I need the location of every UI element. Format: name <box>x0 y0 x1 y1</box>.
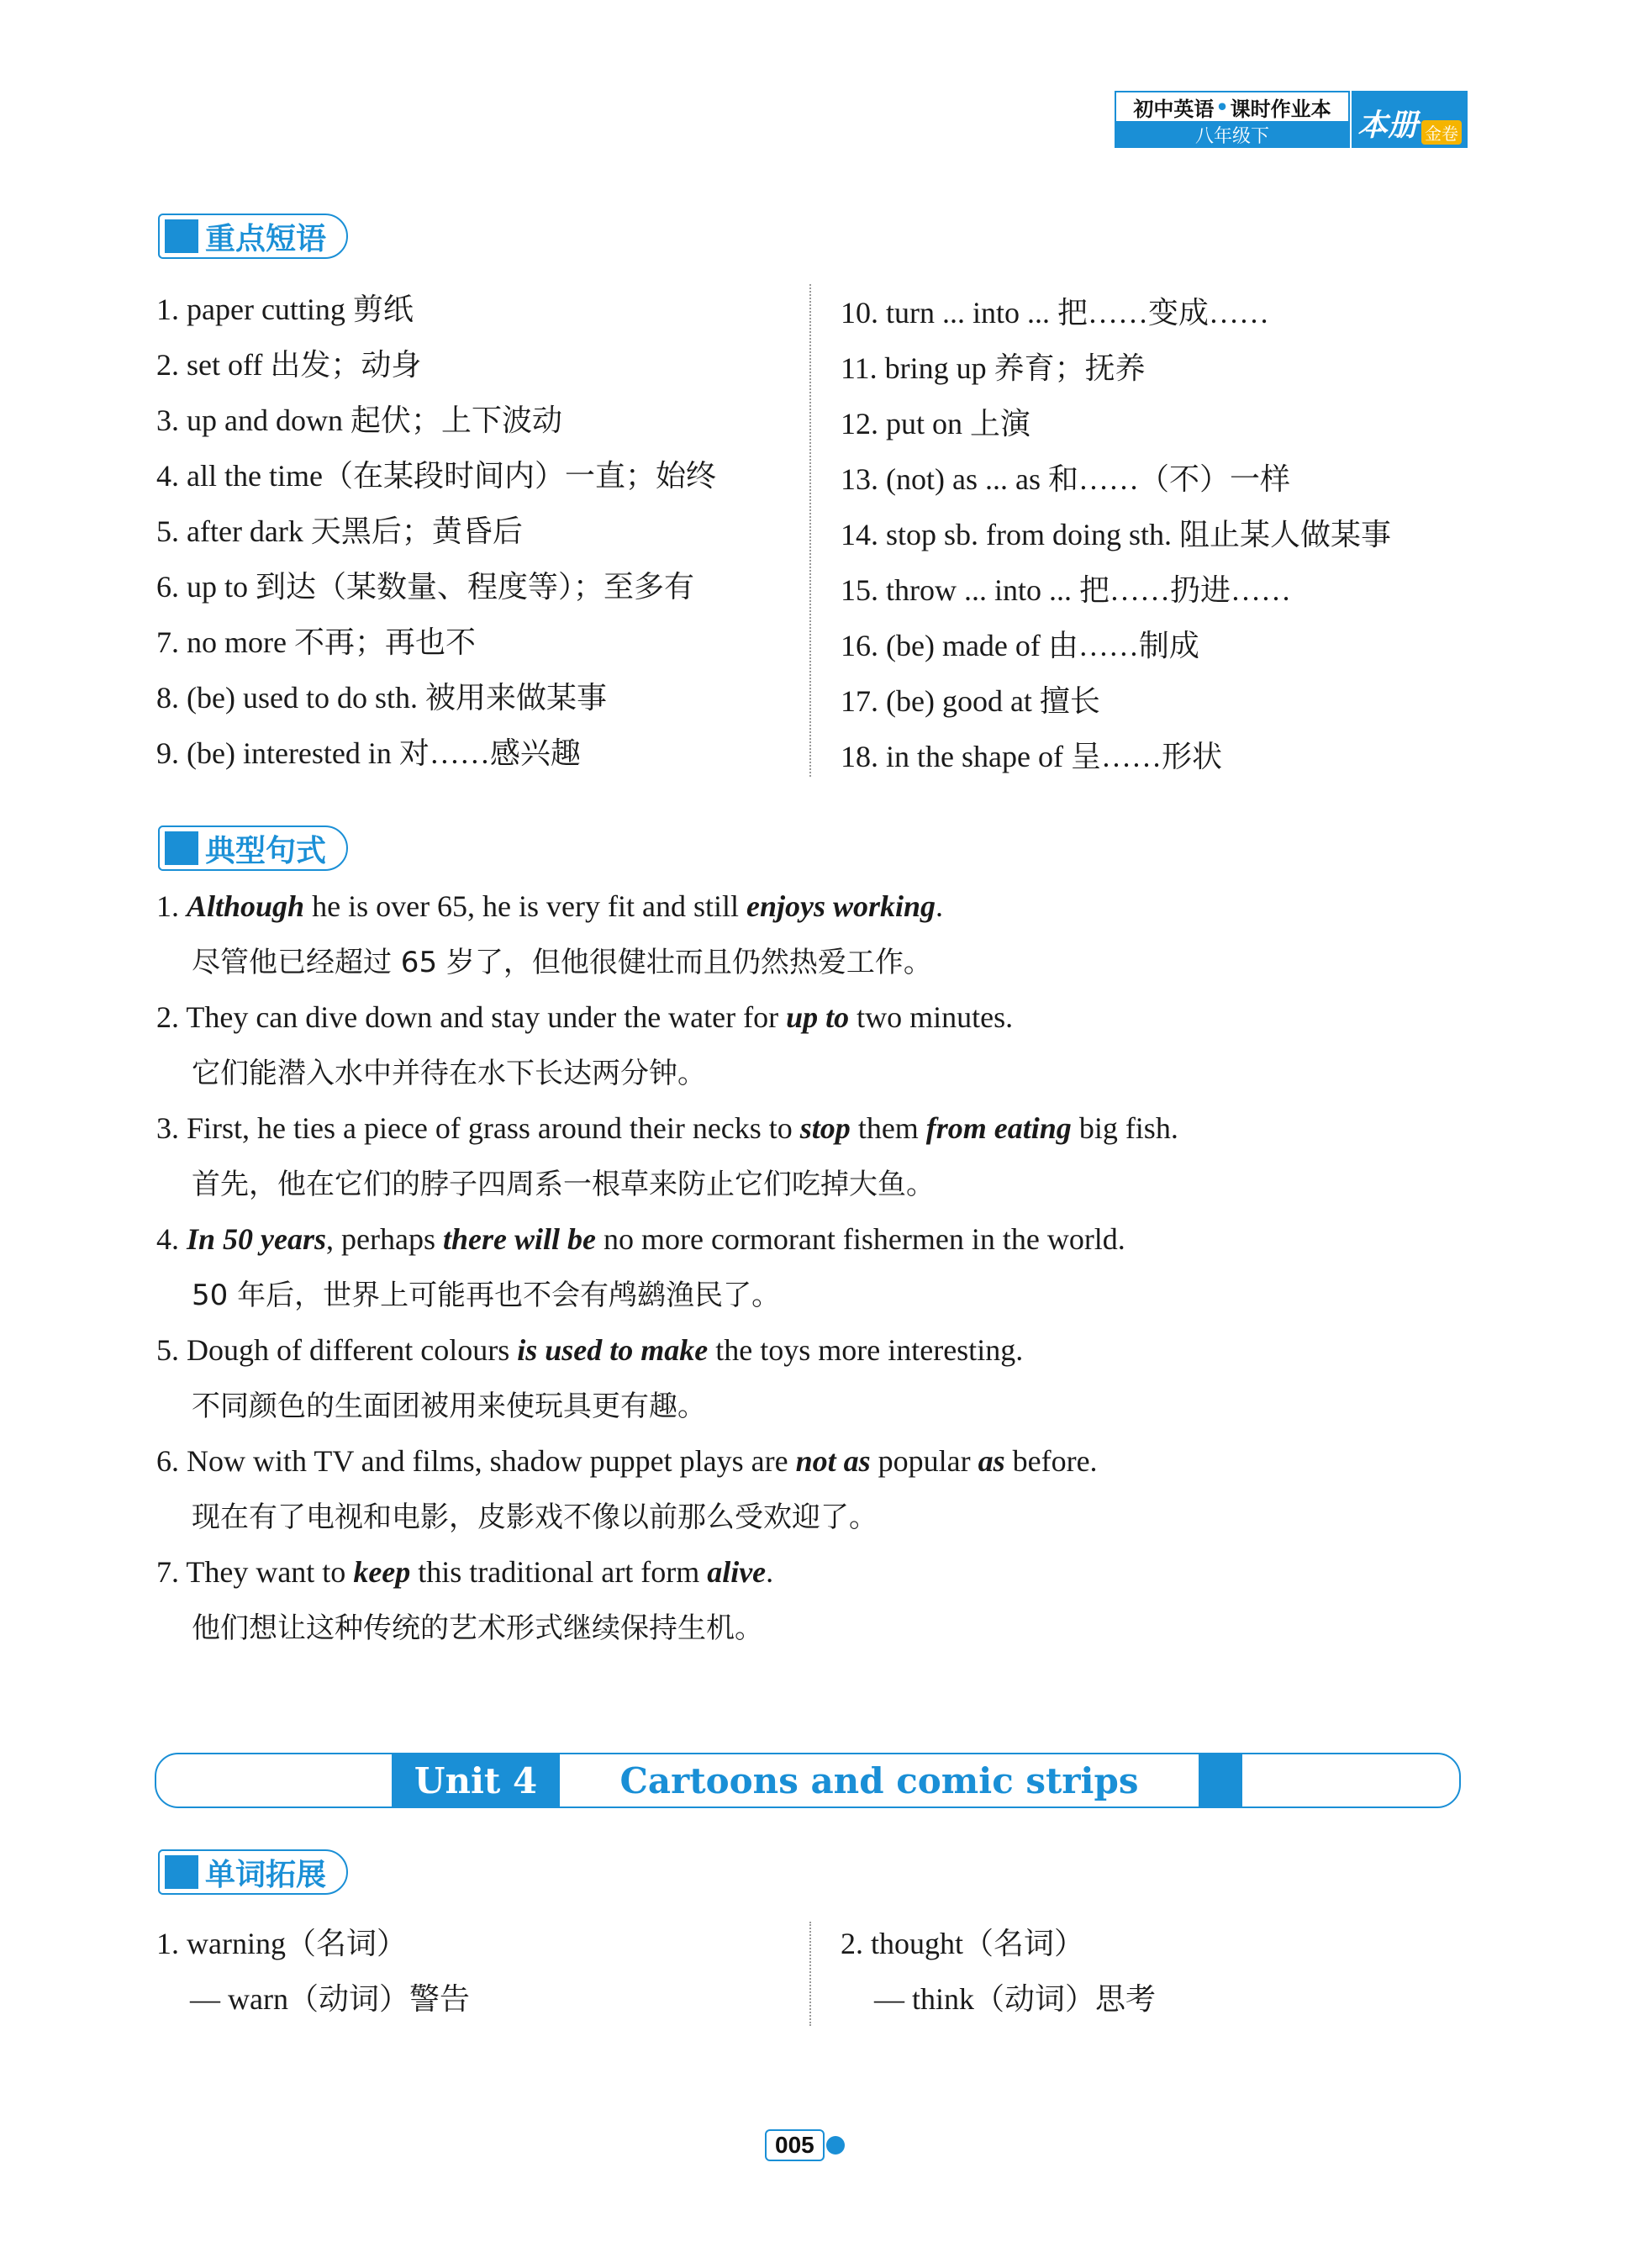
key-expression: stop <box>799 1111 851 1145</box>
sentence-segment: 6. Now with TV and films, shadow puppet plays are <box>156 1444 796 1478</box>
series-dot-icon: • <box>1215 94 1229 119</box>
sentence-segment: 4. <box>156 1222 187 1256</box>
phrase-item: 3. up and down 起伏；上下波动 <box>156 403 562 437</box>
translation-text: 首先，他在它们的脖子四周系一根草来防止它们吃掉大鱼。 <box>192 1168 935 1201</box>
brand-logo <box>1352 91 1468 148</box>
section-heading-word-extension <box>158 1849 348 1895</box>
sentence-english <box>156 999 1013 1036</box>
unit-title: Cartoons and comic strips <box>560 1753 1199 1808</box>
phrase-item: 18. in the shape of 呈……形状 <box>841 740 1222 773</box>
sentence-english <box>156 1553 773 1590</box>
sentence-english <box>156 1110 1178 1147</box>
sentence-chinese <box>192 1609 763 1647</box>
section-heading-typical-sentences <box>158 825 348 871</box>
sentence-segment: this traditional art form <box>410 1555 708 1589</box>
translation-text: 尽管他已经超过 65 岁了，但他很健壮而且仍然热爱工作。 <box>192 946 932 979</box>
grade-label: 八年级下 <box>1116 121 1348 148</box>
word-item-line2: — warn（动词）警告 <box>190 1982 470 2016</box>
sentence-english <box>156 888 943 925</box>
column-divider <box>809 1922 811 2026</box>
sentence-segment: 5. Dough of different colours <box>156 1333 518 1367</box>
section-square-icon <box>165 1855 198 1889</box>
sentence-english <box>156 1221 1125 1258</box>
sentence-english <box>156 1443 1098 1479</box>
key-expression: alive <box>707 1555 767 1589</box>
column-divider <box>809 284 811 777</box>
phrase-item: 1. paper cutting 剪纸 <box>156 293 414 326</box>
sentence-segment: before. <box>1004 1444 1098 1478</box>
sentence-chinese <box>192 1387 706 1425</box>
header-badge <box>1115 91 1468 148</box>
sentence-segment: the toys more interesting. <box>708 1333 1024 1367</box>
translation-text: 他们想让这种传统的艺术形式继续保持生机。 <box>192 1611 763 1645</box>
header-series-box <box>1115 91 1350 148</box>
section-heading-text: 重点短语 <box>205 221 327 256</box>
sentence-segment: he is over 65, he is very fit and still <box>304 889 746 923</box>
translation-text: 50 年后，世界上可能再也不会有鸬鹚渔民了。 <box>192 1279 781 1312</box>
section-square-icon <box>165 219 198 253</box>
translation-text: 现在有了电视和电影，皮影戏不像以前那么受欢迎了。 <box>192 1501 878 1534</box>
phrase-item: 2. set off 出发；动身 <box>156 348 422 382</box>
section-heading-text: 单词拓展 <box>205 1857 327 1892</box>
sentence-english <box>156 1332 1023 1369</box>
unit-banner <box>155 1753 1461 1808</box>
translation-text: 它们能潜入水中并待在水下长达两分钟。 <box>192 1057 706 1090</box>
sentence-chinese <box>192 1165 935 1203</box>
phrase-item: 6. up to 到达（某数量、程度等）；至多有 <box>156 570 695 604</box>
phrase-item: 14. stop sb. from doing sth. 阻止某人做某事 <box>841 518 1392 551</box>
section-square-icon <box>165 831 198 865</box>
sentence-segment: big fish. <box>1071 1111 1178 1145</box>
sentence-segment: 1. <box>156 889 187 923</box>
key-expression: up to <box>786 1000 850 1034</box>
phrase-item: 9. (be) interested in 对……感兴趣 <box>156 736 581 770</box>
sentence-chinese <box>192 1276 780 1314</box>
sentence-segment: 7. They want to <box>156 1555 354 1589</box>
series-title: 初中英语 <box>1133 96 1215 121</box>
sentence-chinese <box>192 943 932 981</box>
sentence-segment: , perhaps <box>326 1222 443 1256</box>
phrase-item: 10. turn ... into ... 把……变成…… <box>841 296 1269 330</box>
word-item-line1: 1. warning（名词） <box>156 1927 407 1960</box>
section-heading-key-phrases <box>158 214 348 259</box>
translation-text: 不同颜色的生面团被用来使玩具更有趣。 <box>192 1390 706 1423</box>
phrase-item: 13. (not) as ... as 和……（不）一样 <box>841 462 1290 496</box>
brand-name: 本册 <box>1357 108 1418 143</box>
header-series-line <box>1116 92 1348 121</box>
key-expression: Although <box>187 889 305 923</box>
page-dot-icon <box>826 2136 845 2155</box>
key-expression: enjoys working <box>746 889 936 923</box>
sentence-segment: 3. First, he ties a piece of grass around their necks to <box>156 1111 800 1145</box>
section-heading-text: 典型句式 <box>205 833 327 868</box>
sentence-chinese <box>192 1054 706 1092</box>
key-expression: In 50 years <box>187 1222 327 1256</box>
key-expression: is used to make <box>517 1333 709 1367</box>
key-expression: there will be <box>442 1222 596 1256</box>
phrase-item: 7. no more 不再；再也不 <box>156 625 476 659</box>
phrase-item: 16. (be) made of 由……制成 <box>841 629 1199 662</box>
phrase-item: 17. (be) good at 擅长 <box>841 684 1100 718</box>
sentence-segment: two minutes. <box>849 1000 1014 1034</box>
word-item-line1: 2. thought（名词） <box>841 1927 1085 1960</box>
brand-sub: 金卷 <box>1421 120 1462 145</box>
unit-number: Unit 4 <box>392 1753 560 1808</box>
phrase-item: 11. bring up 养育；抚养 <box>841 351 1146 385</box>
word-item-line2: — think（动词）思考 <box>874 1982 1157 2016</box>
page-number-badge <box>765 2128 845 2162</box>
sentence-segment: 2. They can dive down and stay under the water for <box>156 1000 787 1034</box>
key-expression: keep <box>353 1555 411 1589</box>
phrase-item: 5. after dark 天黑后；黄昏后 <box>156 514 523 548</box>
series-subtitle: 课时作业本 <box>1230 96 1331 121</box>
page-number: 005 <box>765 2129 825 2161</box>
unit-banner-end-block <box>1199 1753 1242 1808</box>
sentence-segment: popular <box>870 1444 978 1478</box>
key-expression: as <box>978 1444 1005 1478</box>
sentence-segment: them <box>850 1111 926 1145</box>
phrase-item: 15. throw ... into ... 把……扔进…… <box>841 573 1291 607</box>
sentence-chinese <box>192 1498 878 1536</box>
phrase-item: 12. put on 上演 <box>841 407 1031 440</box>
sentence-segment: . <box>766 1555 774 1589</box>
sentence-segment: no more cormorant fishermen in the world. <box>595 1222 1125 1256</box>
phrase-item: 8. (be) used to do sth. 被用来做某事 <box>156 681 607 715</box>
key-expression: from eating <box>925 1111 1072 1145</box>
sentence-segment: . <box>936 889 944 923</box>
phrase-item: 4. all the time（在某段时间内）一直；始终 <box>156 459 716 493</box>
key-expression: not as <box>795 1444 871 1478</box>
